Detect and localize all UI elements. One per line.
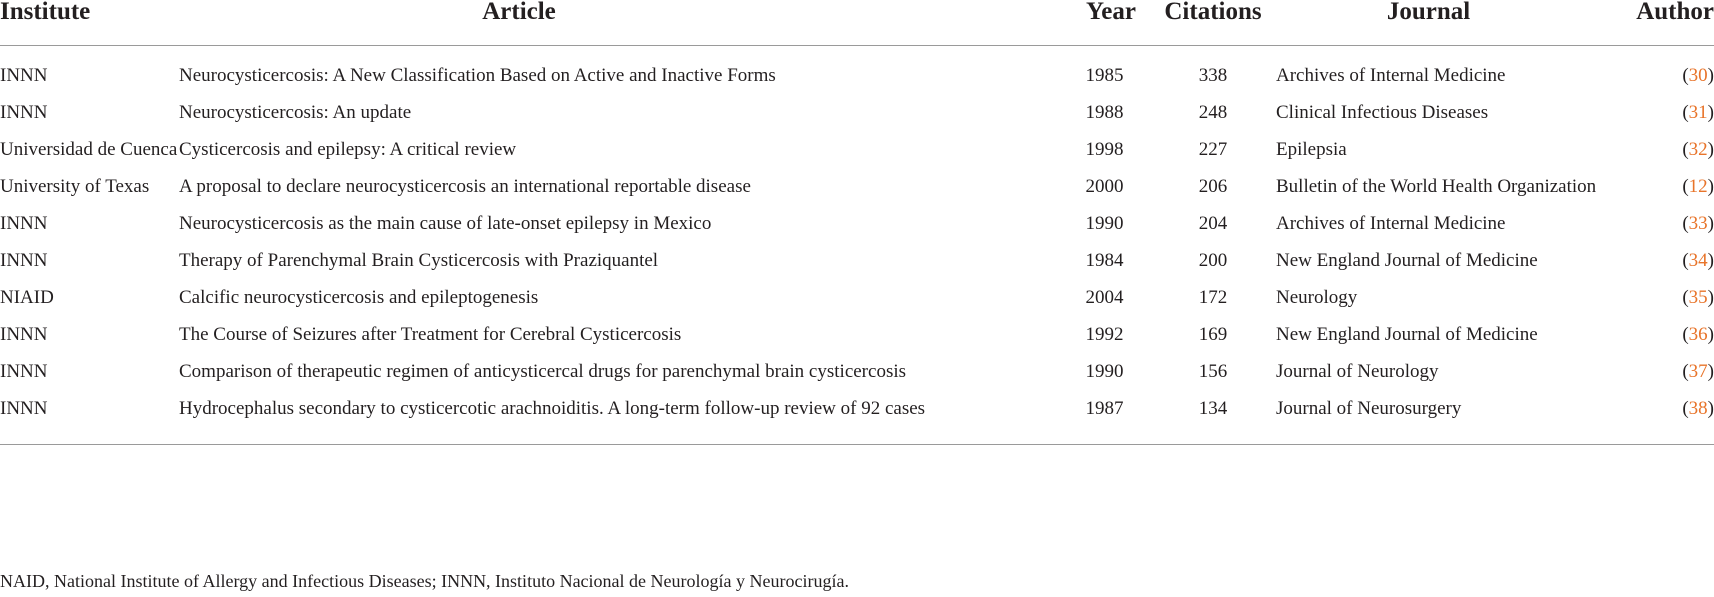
institute-cell: INNN	[0, 398, 48, 419]
year-cell: 1998	[1085, 139, 1124, 160]
article-cell: Neurocysticercosis as the main cause of late-onset epilepsy in Mexico	[179, 213, 712, 234]
institute-cell: INNN	[0, 102, 48, 123]
year-cell: 1990	[1085, 213, 1124, 234]
citations-cell: 200	[1198, 250, 1228, 271]
table-header-row	[0, 0, 1714, 46]
journal-cell: Epilepsia	[1276, 139, 1347, 160]
institute-cell: INNN	[0, 324, 48, 345]
institute-cell: Universidad de Cuenca	[0, 139, 178, 160]
author-cell: (38)	[1682, 398, 1714, 419]
table-row	[0, 168, 1714, 205]
year-cell: 1990	[1085, 361, 1124, 382]
reference-link[interactable]: 12	[1688, 176, 1708, 197]
reference-link[interactable]: 32	[1688, 139, 1708, 160]
table-row	[0, 205, 1714, 242]
article-cell: Calcific neurocysticercosis and epileptogenesis	[179, 287, 539, 308]
citations-cell: 156	[1198, 361, 1228, 382]
year-cell: 1992	[1085, 324, 1124, 345]
table-row	[0, 390, 1714, 445]
year-cell: 2000	[1085, 176, 1124, 197]
citations-cell: 134	[1198, 398, 1228, 419]
year-cell: 1985	[1085, 65, 1124, 86]
citations-cell: 227	[1198, 139, 1228, 160]
article-cell: A proposal to declare neurocysticercosis an international reportable disease	[179, 176, 751, 197]
year-cell: 1984	[1085, 250, 1124, 271]
table-row	[0, 316, 1714, 353]
table-row	[0, 242, 1714, 279]
journal-cell: Archives of Internal Medicine	[1276, 65, 1506, 86]
journal-cell: Journal of Neurology	[1276, 361, 1439, 382]
table-row	[0, 46, 1714, 95]
journal-cell: Journal of Neurosurgery	[1276, 398, 1462, 419]
article-cell: Cysticercosis and epilepsy: A critical review	[179, 139, 517, 160]
reference-link[interactable]: 33	[1688, 213, 1708, 234]
journal-cell: Archives of Internal Medicine	[1276, 213, 1506, 234]
citations-cell: 206	[1198, 176, 1228, 197]
institute-cell: INNN	[0, 361, 48, 382]
reference-link[interactable]: 38	[1688, 398, 1708, 419]
institute-cell: NIAID	[0, 287, 54, 308]
reference-link[interactable]: 30	[1688, 65, 1708, 86]
author-cell: (35)	[1682, 287, 1714, 308]
article-cell: Neurocysticercosis: A New Classification Based on Active and Inactive Forms	[179, 65, 776, 86]
reference-link[interactable]: 35	[1688, 287, 1708, 308]
author-cell: (32)	[1682, 139, 1714, 160]
author-cell: (34)	[1682, 250, 1714, 271]
year-cell: 2004	[1085, 287, 1124, 308]
journal-cell: New England Journal of Medicine	[1276, 250, 1538, 271]
author-cell: (31)	[1682, 102, 1714, 123]
author-cell: (33)	[1682, 213, 1714, 234]
header-institute: Institute	[0, 0, 91, 25]
header-article: Article	[482, 0, 556, 25]
journal-cell: Neurology	[1276, 287, 1358, 308]
table-row	[0, 131, 1714, 168]
article-cell: Therapy of Parenchymal Brain Cysticercosis with Praziquantel	[179, 250, 659, 271]
header-citations: Citations	[1164, 0, 1262, 25]
table-row	[0, 94, 1714, 131]
author-cell: (36)	[1682, 324, 1714, 345]
author-cell: (37)	[1682, 361, 1714, 382]
article-cell: Neurocysticercosis: An update	[179, 102, 412, 123]
citations-cell: 169	[1198, 324, 1228, 345]
table-body	[0, 46, 1714, 445]
institute-cell: INNN	[0, 213, 48, 234]
article-cell: Hydrocephalus secondary to cysticercotic arachnoiditis. A long-term follow-up review of 92 cases	[179, 398, 926, 419]
year-cell: 1988	[1085, 102, 1124, 123]
citations-cell: 172	[1198, 287, 1228, 308]
header-author: Author	[1636, 0, 1714, 25]
header-journal: Journal	[1386, 0, 1471, 25]
table-row	[0, 353, 1714, 390]
year-cell: 1987	[1085, 398, 1124, 419]
journal-cell: Bulletin of the World Health Organization	[1276, 176, 1597, 197]
article-cell: The Course of Seizures after Treatment for Cerebral Cysticercosis	[179, 324, 682, 345]
author-cell: (30)	[1682, 65, 1714, 86]
reference-link[interactable]: 37	[1688, 361, 1708, 382]
institute-cell: University of Texas	[0, 176, 150, 197]
citations-cell: 204	[1198, 213, 1228, 234]
reference-link[interactable]: 34	[1688, 250, 1708, 271]
reference-link[interactable]: 31	[1688, 102, 1708, 123]
journal-cell: New England Journal of Medicine	[1276, 324, 1538, 345]
header-year: Year	[1086, 0, 1136, 25]
journal-cell: Clinical Infectious Diseases	[1276, 102, 1489, 123]
table-footnote: NAID, National Institute of Allergy and Infectious Diseases; INNN, Instituto Nacional de Neurología y Neurocirugía.	[0, 571, 849, 591]
citations-cell: 338	[1198, 65, 1228, 86]
institute-cell: INNN	[0, 65, 48, 86]
table-row	[0, 279, 1714, 316]
reference-link[interactable]: 36	[1688, 324, 1708, 345]
article-cell: Comparison of therapeutic regimen of anticysticercal drugs for parenchymal brain cysticercosis	[179, 361, 907, 382]
institute-cell: INNN	[0, 250, 48, 271]
citations-cell: 248	[1198, 102, 1228, 123]
author-cell: (12)	[1682, 176, 1714, 197]
